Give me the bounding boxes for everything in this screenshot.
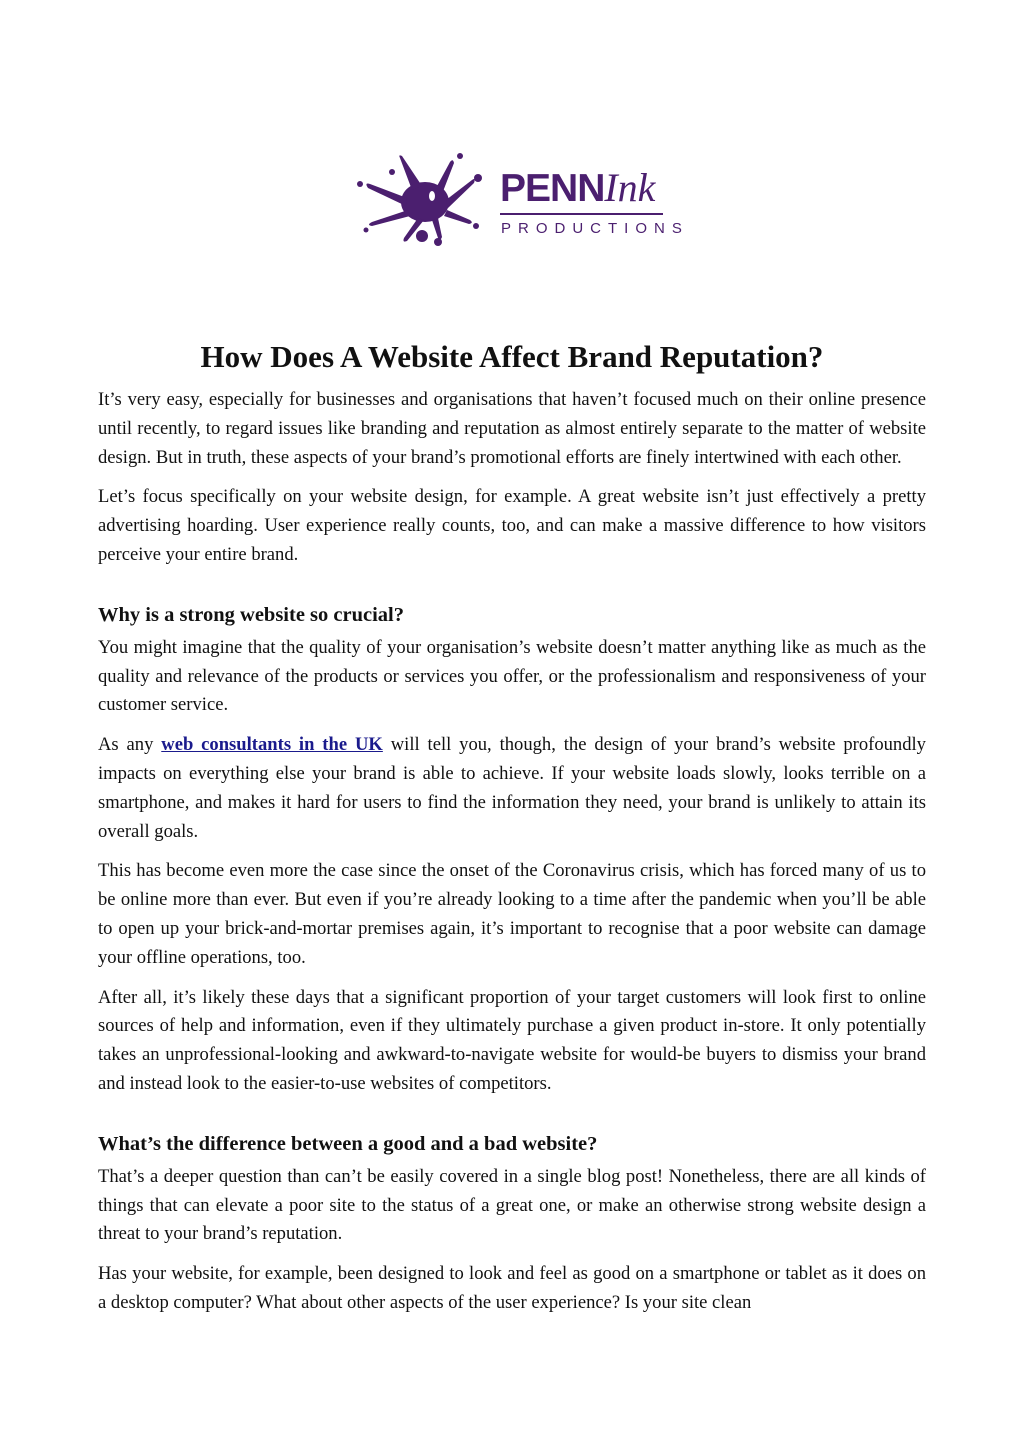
section1-paragraph-3: This has become even more the case since the onset of the Coronavirus crisis, which has forced many of us to be online more than ever. But even if you’re already looking to a time after the pandemic when you’ll be able to open up your brick-and-mortar premises again, it’s important to recognise that a poor website can damage your offline operations, too. xyxy=(98,860,926,968)
logo-wordmark xyxy=(500,165,656,210)
logo-brand-bold: PENN xyxy=(500,167,605,210)
section-heading-why-website: Why is a strong website so crucial? xyxy=(98,603,404,626)
logo-brand-italic: Ink xyxy=(604,165,656,210)
section-heading-good-vs-bad: What’s the difference between a good and a bad website? xyxy=(98,1132,598,1155)
section1-paragraph-4: After all, it’s likely these days that a significant proportion of your target customers will look first to online sources of help and information, even if they ultimately purchase a given product in-store. It only potentially takes an unprofessional-looking and awkward-to-navigate website for would-be buyers to dismiss your brand and instead look to the easier-to-use websites of competitors. xyxy=(98,986,926,1094)
section1-paragraph-1: You might imagine that the quality of your organisation’s website doesn’t matter anything like as much as the quality and relevance of the products or services you offer, or the professionalism and responsiveness of your customer service. xyxy=(98,636,926,716)
paragraph-text: will tell you, though, the design of your brand’s website profoundly impacts on everything else your brand is able to achieve. If your website loads slowly, looks terrible on a smartphone, and makes it hard for users to find the information they need, your brand is unlikely to attain its overall goals. xyxy=(98,734,926,842)
article-title: How Does A Website Affect Brand Reputation? xyxy=(200,339,824,374)
section2-paragraph-2: Has your website, for example, been designed to look and feel as good on a smartphone or tablet as it does on a desktop computer? What about other aspects of the user experience? Is your site clean xyxy=(98,1263,926,1313)
web-consultants-link[interactable]: web consultants in the UK xyxy=(161,734,383,756)
intro-paragraph-1: It’s very easy, especially for businesses and organisations that haven’t focused much on their online presence until recently, to regard issues like branding and reputation as almost entirely separate to the matter of website design. But in truth, these aspects of your brand’s promotional efforts are finely intertwined with each other. xyxy=(98,389,926,468)
penn-ink-logo xyxy=(352,150,689,250)
logo-tagline: PRODUCTIONS xyxy=(501,220,689,237)
section1-paragraph-2 xyxy=(98,731,926,846)
logo-divider xyxy=(500,213,663,215)
section2-paragraph-1: That’s a deeper question than can’t be easily covered in a single blog post! Nonetheless, there are all kinds of things that can elevate a poor site to the status of a great one, or make an otherwise strong website design a threat to your brand’s reputation. xyxy=(98,1165,926,1245)
article-body xyxy=(98,336,926,1329)
intro-paragraph-2: Let’s focus specifically on your website design, for example. A great website isn’t just effectively a pretty advertising hoarding. User experience really counts, too, and can make a massive difference to how visitors perceive your entire brand. xyxy=(98,486,926,565)
paragraph-text: As any xyxy=(98,734,162,756)
ink-splat-icon xyxy=(352,150,502,250)
